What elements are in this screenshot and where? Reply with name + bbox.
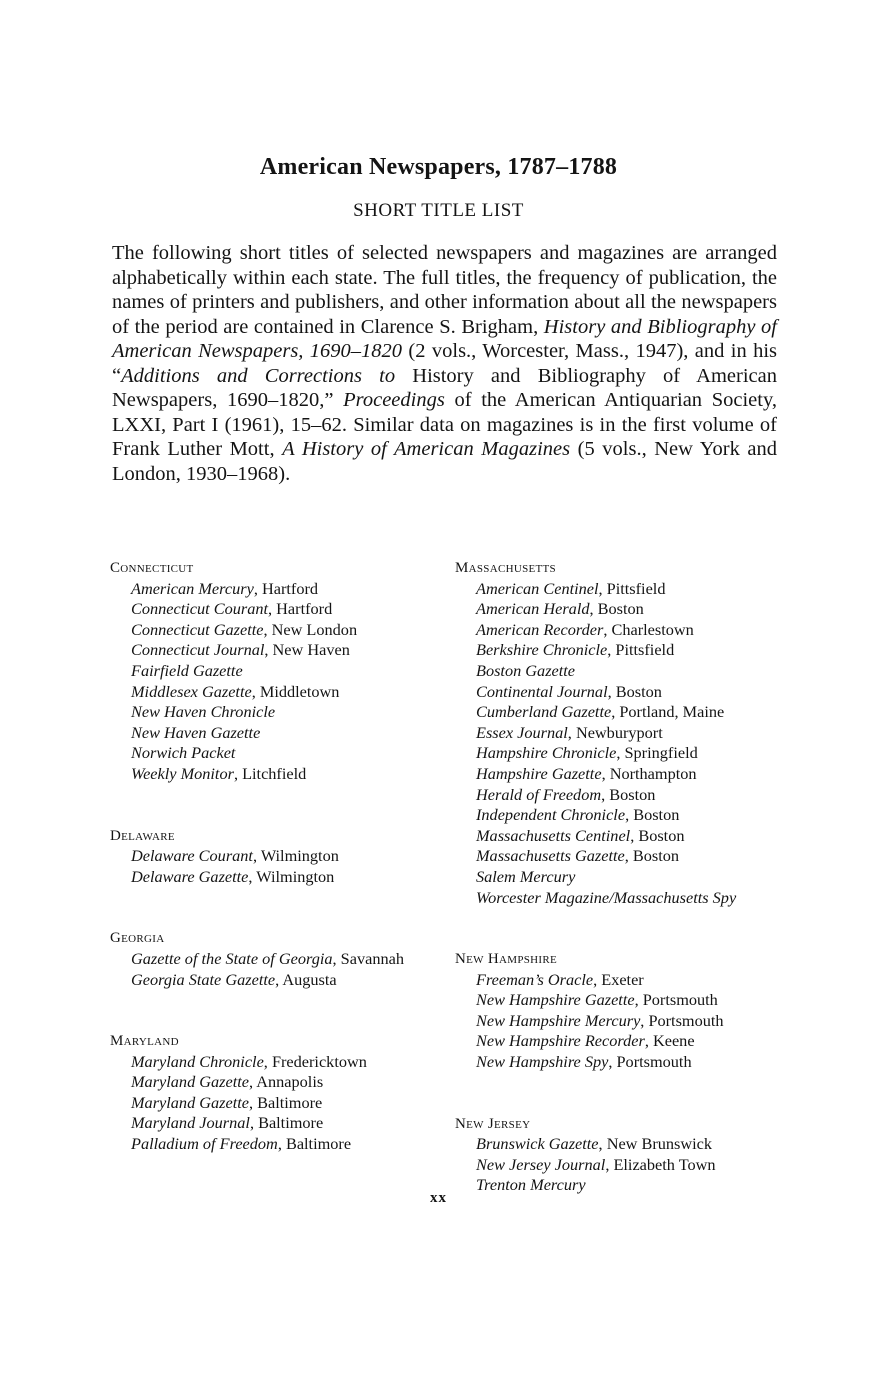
newspaper-place: , Middletown bbox=[251, 681, 340, 701]
newspaper-title: New Hampshire Spy bbox=[476, 1052, 609, 1072]
newspaper-title: Maryland Gazette bbox=[131, 1072, 250, 1092]
newspaper-place: , Boston bbox=[589, 599, 644, 619]
newspaper-title: New Jersey Journal bbox=[476, 1154, 606, 1174]
newspaper-entry bbox=[110, 970, 440, 991]
newspaper-entry bbox=[110, 682, 440, 703]
newspaper-entry bbox=[455, 682, 785, 703]
state-group bbox=[455, 949, 785, 1073]
newspaper-title: Middlesex Gazette bbox=[131, 681, 252, 701]
newspaper-place: , Baltimore bbox=[249, 1092, 323, 1112]
newspaper-title: New Haven Chronicle bbox=[131, 702, 276, 722]
state-heading: Connecticut bbox=[110, 560, 194, 576]
newspaper-title: Salem Mercury bbox=[476, 866, 576, 886]
newspaper-entry bbox=[455, 970, 785, 991]
newspaper-entry bbox=[455, 1155, 785, 1176]
newspaper-title: American Herald bbox=[476, 599, 590, 619]
right-column bbox=[455, 558, 785, 1237]
newspaper-entry bbox=[110, 702, 440, 723]
state-group bbox=[110, 558, 440, 785]
newspaper-title: Weekly Monitor bbox=[131, 763, 234, 783]
state-group bbox=[110, 1031, 440, 1155]
newspaper-title: Fairfield Gazette bbox=[131, 660, 243, 680]
newspaper-title: New Hampshire Gazette bbox=[476, 990, 635, 1010]
newspaper-title: Connecticut Courant bbox=[131, 599, 269, 619]
newspaper-entry bbox=[455, 785, 785, 806]
newspaper-place: , Boston bbox=[601, 784, 656, 804]
newspaper-title: Maryland Gazette bbox=[131, 1092, 250, 1112]
intro-text: The following short titles of selected newspapers and magazines are arranged alphabetically within each state. The full titles, the frequency of publication, the names of printers and publishers, and other information about all the newspapers of the period are contained in Clarence S. Brigham, bbox=[112, 242, 777, 338]
newspaper-place: , Wilmington bbox=[252, 846, 339, 866]
newspaper-entry bbox=[455, 723, 785, 744]
newspaper-entry bbox=[455, 805, 785, 826]
newspaper-place: , Baltimore bbox=[277, 1134, 352, 1154]
newspaper-title: Trenton Mercury bbox=[476, 1175, 586, 1195]
state-heading: New Jersey bbox=[455, 1115, 531, 1132]
newspaper-title: Maryland Journal bbox=[131, 1113, 250, 1133]
newspaper-place: , Portsmouth bbox=[608, 1052, 692, 1072]
newspaper-title: American Centinel bbox=[476, 578, 599, 598]
newspaper-entry bbox=[110, 723, 440, 744]
newspaper-entry bbox=[455, 579, 785, 600]
intro-italic-title: Proceedings bbox=[343, 389, 445, 411]
newspaper-place: , Hartford bbox=[253, 578, 319, 598]
state-heading: Massachusetts bbox=[455, 560, 556, 576]
newspaper-title: American Mercury bbox=[131, 578, 254, 598]
newspaper-place: , Annapolis bbox=[249, 1072, 324, 1092]
intro-italic-title: History and Bibliography of American Newspapers, 1690–1820 bbox=[112, 315, 777, 362]
newspaper-entry bbox=[455, 743, 785, 764]
newspaper-title: Georgia State Gazette bbox=[131, 969, 276, 989]
newspaper-entry bbox=[455, 661, 785, 682]
newspaper-title: Brunswick Gazette bbox=[476, 1134, 599, 1154]
newspaper-entry bbox=[455, 990, 785, 1011]
newspaper-entry bbox=[455, 702, 785, 723]
newspaper-title: Palladium of Freedom bbox=[131, 1134, 278, 1154]
newspaper-title: New Hampshire Recorder bbox=[476, 1031, 645, 1051]
newspaper-place: , Keene bbox=[644, 1031, 695, 1051]
state-group bbox=[110, 928, 440, 990]
newspaper-place: , Savannah bbox=[332, 948, 404, 968]
newspaper-entry bbox=[110, 661, 440, 682]
newspaper-place: , Exeter bbox=[593, 969, 644, 989]
newspaper-place: , Boston bbox=[625, 805, 680, 825]
intro-text: (5 vols., New York and London, 1930–1968). bbox=[112, 438, 777, 485]
newspaper-title: Hampshire Gazette bbox=[476, 763, 602, 783]
newspaper-title: Connecticut Gazette bbox=[131, 619, 264, 639]
newspaper-place: , Pittsfield bbox=[607, 640, 675, 660]
newspaper-entry bbox=[110, 764, 440, 785]
newspaper-title: Norwich Packet bbox=[131, 743, 236, 763]
state-heading: Delaware bbox=[110, 827, 175, 844]
newspaper-place: , Portsmouth bbox=[634, 990, 718, 1010]
newspaper-title: Gazette of the State of Georgia bbox=[131, 948, 333, 968]
state-group bbox=[455, 558, 785, 908]
state-group bbox=[455, 1114, 785, 1196]
newspaper-place: , Pittsfield bbox=[598, 578, 666, 598]
newspaper-place: , Portland, Maine bbox=[611, 702, 725, 722]
left-column bbox=[110, 558, 440, 1196]
newspaper-entry bbox=[110, 599, 440, 620]
newspaper-place: , Portsmouth bbox=[640, 1010, 724, 1030]
newspaper-place: , Boston bbox=[630, 825, 685, 845]
newspaper-title: Cumberland Gazette bbox=[476, 702, 612, 722]
newspaper-place: , Wilmington bbox=[248, 866, 335, 886]
intro-text: of the American Antiquarian Society, LXXI, Part I (1961), 15–62. Similar data on magazines is in the first volume of Frank Luther Mott, bbox=[112, 389, 777, 460]
newspaper-entry bbox=[455, 826, 785, 847]
newspaper-place: , Boston bbox=[607, 681, 662, 701]
newspaper-title: Freeman’s Oracle bbox=[476, 969, 594, 989]
state-heading: Georgia bbox=[110, 930, 165, 947]
newspaper-entry bbox=[455, 846, 785, 867]
newspaper-place: , New Haven bbox=[264, 640, 350, 660]
newspaper-place: , Baltimore bbox=[249, 1113, 324, 1133]
newspaper-place: , New Brunswick bbox=[598, 1134, 713, 1154]
newspaper-title: Delaware Gazette bbox=[131, 866, 249, 886]
newspaper-entry bbox=[110, 579, 440, 600]
newspaper-title: Massachusetts Gazette bbox=[476, 846, 625, 866]
newspaper-title: Hampshire Chronicle bbox=[476, 743, 617, 763]
state-heading: New Hampshire bbox=[455, 951, 558, 968]
newspaper-entry bbox=[110, 1113, 440, 1134]
newspaper-place: , Litchfield bbox=[233, 763, 307, 783]
newspaper-entry bbox=[455, 620, 785, 641]
newspaper-entry bbox=[110, 743, 440, 764]
newspaper-place: , Newburyport bbox=[567, 722, 663, 742]
newspaper-title: Continental Journal bbox=[476, 681, 608, 701]
newspaper-entry bbox=[455, 1031, 785, 1052]
newspaper-place: , Northampton bbox=[601, 763, 697, 783]
newspaper-title: Boston Gazette bbox=[476, 660, 576, 680]
newspaper-entry bbox=[110, 1134, 440, 1155]
newspaper-title: Massachusetts Centinel bbox=[476, 825, 631, 845]
newspaper-place: , Boston bbox=[624, 846, 680, 866]
newspaper-title: Connecticut Journal bbox=[131, 640, 265, 660]
newspaper-entry bbox=[455, 640, 785, 661]
newspaper-entry bbox=[455, 1011, 785, 1032]
newspaper-entry bbox=[110, 1052, 440, 1073]
newspaper-place: , Hartford bbox=[268, 599, 333, 619]
newspaper-entry bbox=[455, 888, 785, 909]
newspaper-entry bbox=[455, 764, 785, 785]
newspaper-title: New Hampshire Mercury bbox=[476, 1010, 641, 1030]
state-group bbox=[110, 826, 440, 888]
page-title: American Newspapers, 1787–1788 bbox=[259, 154, 618, 180]
newspaper-title: Delaware Courant bbox=[131, 846, 253, 866]
newspaper-entry bbox=[455, 599, 785, 620]
newspaper-entry bbox=[110, 640, 440, 661]
newspaper-entry bbox=[455, 867, 785, 888]
newspaper-entry bbox=[455, 1052, 785, 1073]
newspaper-entry bbox=[110, 867, 440, 888]
newspaper-title: Berkshire Chronicle bbox=[476, 640, 608, 660]
intro-italic-title: A History of American Magazines bbox=[282, 438, 571, 460]
intro-text: History and Bibliography of American Newspapers, 1690–1820,” bbox=[112, 364, 777, 411]
newspaper-place: , Fredericktown bbox=[263, 1051, 367, 1071]
newspaper-entry bbox=[110, 1072, 440, 1093]
intro-paragraph bbox=[112, 241, 777, 486]
newspaper-title: Essex Journal bbox=[476, 722, 568, 742]
newspaper-entry bbox=[110, 620, 440, 641]
newspaper-title: Worcester Magazine/Massachusetts Spy bbox=[476, 887, 737, 907]
newspaper-title: Herald of Freedom bbox=[476, 784, 602, 804]
newspaper-title: Maryland Chronicle bbox=[131, 1051, 264, 1071]
newspaper-place: , Augusta bbox=[275, 969, 337, 989]
newspaper-title: New Haven Gazette bbox=[131, 722, 261, 742]
page-subtitle: SHORT TITLE LIST bbox=[353, 200, 524, 221]
newspaper-title: Independent Chronicle bbox=[476, 805, 626, 825]
page-number: xx bbox=[430, 1190, 447, 1206]
newspaper-title: American Recorder bbox=[476, 619, 604, 639]
newspaper-entry bbox=[110, 846, 440, 867]
newspaper-place: , Springfield bbox=[616, 743, 698, 763]
newspaper-place: , New London bbox=[263, 619, 358, 639]
intro-text: (2 vols., Worcester, Mass., 1947), and in his “ bbox=[112, 340, 777, 387]
newspaper-entry bbox=[110, 1093, 440, 1114]
newspaper-entry bbox=[110, 949, 440, 970]
newspaper-entry bbox=[455, 1134, 785, 1155]
newspaper-place: , Elizabeth Town bbox=[605, 1154, 716, 1174]
newspaper-place: , Charlestown bbox=[603, 619, 694, 639]
intro-italic-title: Additions and Corrections to bbox=[121, 364, 396, 387]
state-heading: Maryland bbox=[110, 1033, 179, 1050]
